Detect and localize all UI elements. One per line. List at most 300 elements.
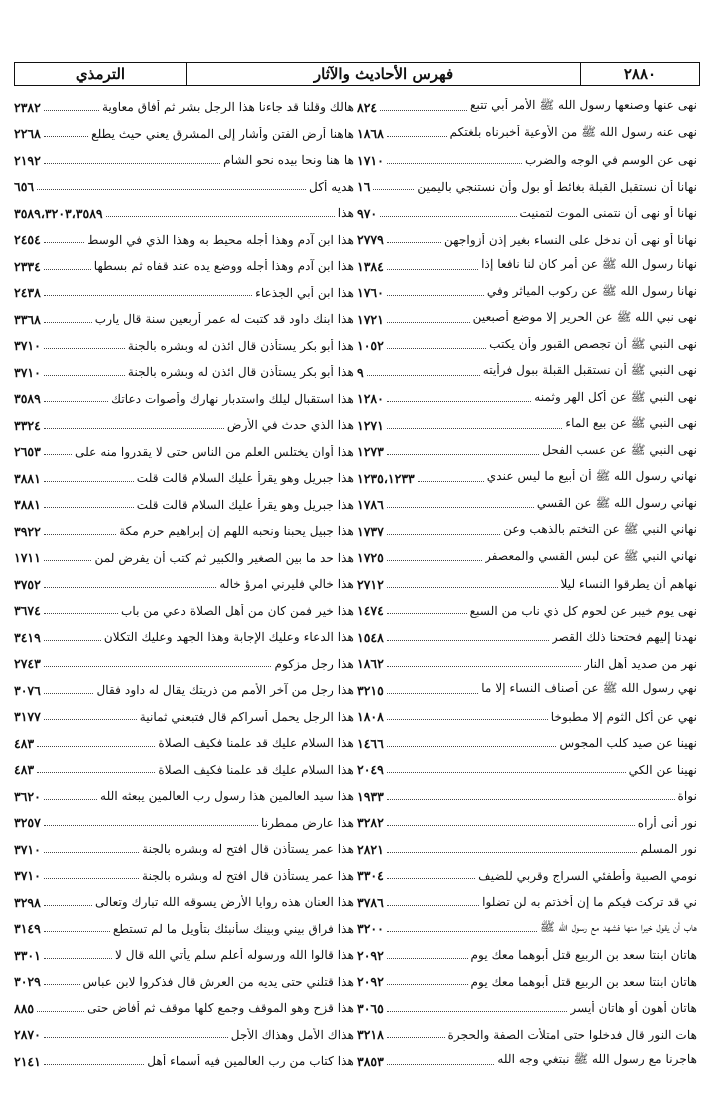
entry-text: نهاني النبي ﷺ عن لبس القسي والمعصفر xyxy=(485,548,697,563)
index-entry xyxy=(357,651,697,678)
hadith-number: ٣٠٧٦ xyxy=(14,682,41,698)
entry-text: نهينا عن صيد كلب المجوس xyxy=(559,736,697,751)
right-column xyxy=(357,94,697,1102)
index-entry xyxy=(14,1048,354,1075)
index-entry xyxy=(357,571,697,598)
leader-dots xyxy=(106,216,335,217)
index-entry xyxy=(357,94,697,121)
leader-dots xyxy=(44,322,92,323)
leader-dots xyxy=(387,401,531,402)
entry-text: هاتان ابنتا سعد بن الربيع قتل أبوهما معك يوم xyxy=(470,974,697,989)
index-entry xyxy=(357,836,697,863)
index-entry xyxy=(14,359,354,386)
hadith-number: ١٧١١ xyxy=(14,550,41,566)
entry-text: نهاني النبي ﷺ عن التختم بالذهب وعن xyxy=(503,522,697,537)
hadith-number: ٣٥٨٩ xyxy=(14,391,41,407)
hadith-number: ١٨٦٢ xyxy=(357,656,384,672)
hadith-number: ٢٦٥٣ xyxy=(14,444,41,460)
hadith-number: ٣٧١٠ xyxy=(14,364,41,380)
index-entry xyxy=(14,121,354,148)
leader-dots xyxy=(44,269,91,270)
index-entry xyxy=(14,253,354,280)
leader-dots xyxy=(44,507,134,508)
index-entry xyxy=(14,916,354,943)
entry-text: هذا ابن أبي الجذعاء xyxy=(255,285,354,300)
entry-text: هاتان ابنتا سعد بن الربيع قتل أبوهما معك يوم xyxy=(470,948,697,963)
hadith-number: ٢٠٩٢ xyxy=(357,947,384,963)
leader-dots xyxy=(387,799,675,800)
hadith-number: ٣٧٨٦ xyxy=(357,894,384,910)
entry-text: هذا خالي فليرني امرؤ خاله xyxy=(219,577,354,592)
hadith-number: ١٧٢٥ xyxy=(357,550,384,566)
leader-dots xyxy=(387,136,447,137)
hadith-number: ١٧٦٠ xyxy=(357,285,384,301)
index-entry xyxy=(14,518,354,545)
leader-dots xyxy=(44,984,80,985)
page-number: ٢٨٨٠ xyxy=(623,65,657,83)
entry-text: نهى النبي ﷺ عن عسب الفحل xyxy=(542,442,697,457)
entry-text: نهر من صديد أهل النار xyxy=(584,656,697,671)
hadith-number: ٣٣٢٤ xyxy=(14,417,41,433)
index-entry xyxy=(14,651,354,678)
index-entry xyxy=(357,810,697,837)
leader-dots xyxy=(387,587,558,588)
hadith-number: ٣٨٨١ xyxy=(14,470,41,486)
hadith-number: ٢٠٩٢ xyxy=(357,974,384,990)
index-entry xyxy=(357,677,697,704)
index-entry xyxy=(357,121,697,148)
leader-dots xyxy=(44,163,220,164)
entry-text: هذا قتلني حتى يديه من العرش قال فذكروا لابن عباس xyxy=(82,974,354,989)
entry-text: هذا ابن آدم وهذا أجله ووضع يده عند قفاه ثم بسطها xyxy=(93,259,354,274)
hadith-number: ٣٣٠١ xyxy=(14,947,41,963)
hadith-number: ٣١٧٧ xyxy=(14,709,41,725)
entry-text: هذا أبو بكر يستأذن قال ائذن له وبشره بالجنة xyxy=(127,365,354,380)
entry-text: نهانا أو نهى أن ندخل على النساء بغير إذن أزواجهن xyxy=(444,232,697,247)
entry-text: نهاهم أن يطرقوا النساء ليلا xyxy=(560,577,697,592)
hadith-number: ٢٨٢١ xyxy=(357,841,384,857)
index-entry xyxy=(14,306,354,333)
entry-text: ني قد تركت فيكم ما إن أخذتم به لن تضلوا xyxy=(482,895,697,910)
entry-text: هذا xyxy=(337,206,354,221)
index-entry xyxy=(14,810,354,837)
index-entry xyxy=(357,306,697,333)
leader-dots xyxy=(387,1011,568,1012)
leader-dots xyxy=(44,375,125,376)
index-entry xyxy=(357,1022,697,1049)
index-entry xyxy=(357,200,697,227)
hadith-number: ٢٧١٢ xyxy=(357,576,384,592)
hadith-number: ١٤٧٤ xyxy=(357,603,384,619)
leader-dots xyxy=(387,984,468,985)
leader-dots xyxy=(44,295,252,296)
index-entry xyxy=(14,386,354,413)
entry-text: هذاك الأمل وهذاك الأجل xyxy=(230,1027,354,1042)
hadith-number: ١٢٧٣ xyxy=(357,444,384,460)
entry-text: هذا استقبال ليلك واستدبار نهارك وأصوات دعاتك xyxy=(111,391,354,406)
entry-text: نهى النبي ﷺ عن بيع الماء xyxy=(565,416,697,431)
index-entry xyxy=(357,253,697,280)
index-entry xyxy=(14,227,354,254)
entry-text: نواة xyxy=(677,789,697,804)
page-header xyxy=(14,62,700,86)
hadith-number: ٤٨٣ xyxy=(14,762,35,778)
entry-text: هات النور قال فدخلوا حتى امتلأت الصفة والحجرة xyxy=(447,1027,697,1042)
entry-text: نهى النبي ﷺ عن أكل الهر وثمنه xyxy=(534,389,697,404)
leader-dots xyxy=(44,587,216,588)
leader-dots xyxy=(44,110,99,111)
index-entry xyxy=(14,280,354,307)
index-entry xyxy=(14,969,354,996)
entry-text: هذا عارض ممطرنا xyxy=(261,815,354,830)
entry-text: هذا سيد العالمين هذا رسول رب العالمين يبعثه الله xyxy=(100,789,354,804)
entry-text: هذا جبيل يحبنا ونحبه اللهم إن إبراهيم حرم مكة xyxy=(119,524,354,539)
index-entry xyxy=(357,942,697,969)
index-entry xyxy=(357,227,697,254)
hadith-number: ٣٢٥٧ xyxy=(14,815,41,831)
hadith-number: ٣١٤٩ xyxy=(14,921,41,937)
entry-text: هذا قالوا الله ورسوله أعلم سلم يأتي الله قال لا xyxy=(114,948,354,963)
entry-text: هذا الرجل يحمل أسراكم قال فتبعني ثمانية xyxy=(139,709,354,724)
hadith-number: ٣٣٠٤ xyxy=(357,868,384,884)
hadith-number: ٢٧٧٩ xyxy=(357,232,384,248)
leader-dots xyxy=(44,481,134,482)
index-entry xyxy=(357,333,697,360)
entry-text: هذا جبريل وهو يقرأ عليك السلام قالت قلت xyxy=(136,471,354,486)
entry-text: هديه أكل xyxy=(308,179,354,194)
hadith-number: ٣٦٧٤ xyxy=(14,603,41,619)
hadith-number: ١٢٨٠ xyxy=(357,391,384,407)
hadith-number: ٣٣٦٨ xyxy=(14,311,41,327)
leader-dots xyxy=(387,507,534,508)
hadith-number: ١٥٤٨ xyxy=(357,629,384,645)
hadith-number: ٣٨٥٣ xyxy=(357,1053,384,1069)
index-entry xyxy=(14,1022,354,1049)
entry-text: نهانا رسول الله ﷺ عن ركوب المياثر وفي xyxy=(486,283,697,298)
entry-text: هذا عمر يستأذن قال افتح له وبشره بالجنة xyxy=(142,868,354,883)
leader-dots xyxy=(44,719,137,720)
index-entry xyxy=(357,545,697,572)
hadith-number: ١٧١٠ xyxy=(357,152,384,168)
hadith-number: ٣٧١٠ xyxy=(14,338,41,354)
entry-text: هذا ابنك داود قد كتبت له عمر أربعين سنة قال يارب xyxy=(94,312,354,327)
index-entry xyxy=(14,571,354,598)
index-entry xyxy=(14,147,354,174)
leader-dots xyxy=(37,1011,84,1012)
hadith-number: ٢١٩٢ xyxy=(14,152,41,168)
entry-text: هذا العنان هذه روايا الأرض يسوقه الله تبارك وتعالى xyxy=(95,895,354,910)
hadith-number: ٣٢٠٠ xyxy=(357,921,384,937)
leader-dots xyxy=(373,189,414,190)
leader-dots xyxy=(387,454,539,455)
entry-text: نور المسلم xyxy=(640,842,697,857)
leader-dots xyxy=(387,958,468,959)
index-entry xyxy=(14,545,354,572)
leader-dots xyxy=(387,931,537,932)
index-entry xyxy=(357,412,697,439)
leader-dots xyxy=(44,534,116,535)
index-entry xyxy=(14,465,354,492)
entry-text: هاتان أهون أو هاتان أيسر xyxy=(570,1001,697,1016)
entry-text: هذا الذي حدث في الأرض xyxy=(226,418,354,433)
leader-dots xyxy=(44,1037,228,1038)
entry-text: نهاني رسول الله ﷺ أن أبيع ما ليس عندي xyxy=(486,469,697,484)
entry-text: هذا السلام عليك قد علمنا فكيف الصلاة xyxy=(158,762,354,777)
index-entry xyxy=(14,624,354,651)
index-entry xyxy=(14,783,354,810)
leader-dots xyxy=(44,666,272,667)
leader-dots xyxy=(44,958,112,959)
index-entry xyxy=(14,439,354,466)
book-name: الترمذي xyxy=(15,63,187,85)
leader-dots xyxy=(418,481,484,482)
entry-text: هذا أوان يختلس العلم من الناس حتى لا يقدروا منه على xyxy=(74,444,354,459)
entry-text: هذا ابن آدم وهذا أجله محيط به وهذا الذي في الوسط xyxy=(87,232,354,247)
index-entry xyxy=(357,439,697,466)
entry-text: نهى عنه رسول الله ﷺ من الأوعية أخبرناه بلغتكم xyxy=(449,124,697,139)
hadith-number: ٢٠٤٩ xyxy=(357,762,384,778)
hadith-number: ٣٢٩٨ xyxy=(14,894,41,910)
leader-dots xyxy=(44,613,118,614)
leader-dots xyxy=(387,825,635,826)
entry-text: نهدنا إليهم فحتحنا ذلك القصر xyxy=(551,630,697,645)
leader-dots xyxy=(387,428,563,429)
entry-text: هاب أن يقول خيرا منها فشهد مع رسول الله ﷺ xyxy=(540,919,697,934)
index-entry xyxy=(357,863,697,890)
hadith-number: ٣٢٨٢ xyxy=(357,815,384,831)
hadith-number: ٣٠٦٥ xyxy=(357,1000,384,1016)
index-entry xyxy=(357,598,697,625)
hadith-number: ٩ xyxy=(357,364,364,380)
index-entry xyxy=(14,757,354,784)
index-entry xyxy=(14,730,354,757)
leader-dots xyxy=(387,666,581,667)
entry-text: هذا الدعاء وعليك الإجابة وهذا الجهد وعليك التكلان xyxy=(103,630,354,645)
index-entry xyxy=(357,783,697,810)
leader-dots xyxy=(44,454,72,455)
index-entry xyxy=(357,969,697,996)
index-entry xyxy=(357,386,697,413)
entry-text: نهي رسول الله ﷺ عن أصناف النساء إلا ما xyxy=(481,681,697,696)
leader-dots xyxy=(44,852,139,853)
leader-dots xyxy=(44,428,224,429)
entry-text: هالك وقلنا قد جاءنا هذا الرجل بشر ثم أفاق معاوية xyxy=(101,100,354,115)
hadith-number: ١٨٦٨ xyxy=(357,126,384,142)
entry-text: هذا جبريل وهو يقرأ عليك السلام قالت قلت xyxy=(136,497,354,512)
leader-dots xyxy=(387,295,484,296)
hadith-number: ٢٧٤٣ xyxy=(14,656,41,672)
hadith-number: ٢٤٣٨ xyxy=(14,285,41,301)
leader-dots xyxy=(387,560,482,561)
index-entry xyxy=(14,942,354,969)
leader-dots xyxy=(387,242,441,243)
hadith-number: ٤٨٣ xyxy=(14,735,35,751)
entry-text: نهى النبي ﷺ أن تجصص القبور وأن يكتب xyxy=(489,336,697,351)
left-column xyxy=(14,94,354,1102)
index-entry xyxy=(14,863,354,890)
hadith-number: ١٣٨٤ xyxy=(357,258,384,274)
entry-text: نهينا عن الكي xyxy=(628,762,697,777)
leader-dots xyxy=(387,613,467,614)
hadith-number: ٢١٤١ xyxy=(14,1053,41,1069)
leader-dots xyxy=(44,825,258,826)
index-entry xyxy=(14,598,354,625)
leader-dots xyxy=(44,878,139,879)
leader-dots xyxy=(37,189,306,190)
leader-dots xyxy=(44,640,101,641)
hadith-number: ١٠٥٢ xyxy=(357,338,384,354)
hadith-number: ٣٠٢٩ xyxy=(14,974,41,990)
hadith-number: ٢٣٨٢ xyxy=(14,99,41,115)
entry-text: هذا حد ما بين الصغير والكبير ثم كتب أن يفرض لمن xyxy=(94,550,354,565)
entry-text: نهاني رسول الله ﷺ عن القسي xyxy=(536,495,697,510)
leader-dots xyxy=(380,110,467,111)
entry-text: نهى عن الوسم في الوجه والضرب xyxy=(524,153,697,168)
leader-dots xyxy=(387,719,548,720)
entry-text: هذا أبو بكر يستأذن قال ائذن له وبشره بالجنة xyxy=(127,338,354,353)
hadith-number: ٣٧٥٢ xyxy=(14,576,41,592)
entry-text: ها هنا ونحا بيده نحو الشام xyxy=(223,153,354,168)
hadith-number: ٣٥٨٩،٣٢٠٣،٣٥٨٩ xyxy=(14,205,103,221)
entry-text: هذا رجل من آخر الأمم من ذريتك يقال له داود فقال xyxy=(96,683,354,698)
index-entry xyxy=(14,492,354,519)
index-entry xyxy=(14,174,354,201)
hadith-number: ٣٦٢٠ xyxy=(14,788,41,804)
leader-dots xyxy=(44,905,92,906)
leader-dots xyxy=(387,322,470,323)
hadith-number: ١٧٨٦ xyxy=(357,497,384,513)
entry-text: هذا عمر يستأذن قال افتح له وبشره بالجنة xyxy=(142,842,354,857)
index-entry xyxy=(357,174,697,201)
leader-dots xyxy=(387,1064,494,1065)
hadith-number: ١٧٣٧ xyxy=(357,523,384,539)
index-entry xyxy=(14,889,354,916)
index-entry xyxy=(357,916,697,943)
entry-text: هاهنا أرض الفتن وأشار إلى المشرق يعني حيث يطلع xyxy=(91,126,354,141)
entry-text: نهانا أو نهى أن نتمنى الموت لتمنيت xyxy=(519,206,697,221)
hadith-number: ٣٩٢٢ xyxy=(14,523,41,539)
hadith-number: ٣٧١٠ xyxy=(14,868,41,884)
hadith-number: ٣٢١٥ xyxy=(357,682,384,698)
hadith-number: ١٩٣٣ xyxy=(357,788,384,804)
entry-text: نومي الصبية وأطفئي السراج وقربي للضيف xyxy=(478,868,697,883)
leader-dots xyxy=(37,746,155,747)
leader-dots xyxy=(387,905,479,906)
entry-text: هذا كتاب من رب العالمين فيه أسماء أهل xyxy=(147,1054,354,1069)
entry-text: هذا خير فمن كان من أهل الصلاة دعي من باب xyxy=(120,603,354,618)
hadith-number: ٣٤١٩ xyxy=(14,629,41,645)
hadith-number: ٣٧١٠ xyxy=(14,841,41,857)
hadith-number: ٦٥٦ xyxy=(14,179,35,195)
entry-text: هذا فراق بيني وبينك سأنبئك بتأويل ما لم تستطع xyxy=(112,921,354,936)
index-entry xyxy=(14,412,354,439)
index-entry xyxy=(14,333,354,360)
index-entry xyxy=(357,147,697,174)
leader-dots xyxy=(44,242,84,243)
leader-dots xyxy=(44,799,97,800)
hadith-number: ١٦ xyxy=(357,179,371,195)
entry-text: نهي عن أكل الثوم إلا مطبوخا xyxy=(550,709,697,724)
leader-dots xyxy=(387,1037,445,1038)
leader-dots xyxy=(380,216,516,217)
hadith-number: ٢٨٧٠ xyxy=(14,1027,41,1043)
hadith-number: ٢٢٦٨ xyxy=(14,126,41,142)
entry-text: هذا رجل مزكوم xyxy=(274,656,354,671)
index-entry xyxy=(14,836,354,863)
index-entry xyxy=(357,465,697,492)
hadith-number: ٢٤٥٤ xyxy=(14,232,41,248)
leader-dots xyxy=(367,375,480,376)
hadith-number: ١٧٢١ xyxy=(357,311,384,327)
hadith-number: ١٤٦٦ xyxy=(357,735,384,751)
index-title: فهرس الأحاديث والآثار xyxy=(187,63,581,85)
index-entry xyxy=(357,1048,697,1075)
hadith-number: ٨٨٥ xyxy=(14,1000,35,1016)
hadith-number: ٣٨٨١ xyxy=(14,497,41,513)
leader-dots xyxy=(387,772,626,773)
leader-dots xyxy=(44,348,125,349)
index-entry xyxy=(357,518,697,545)
index-entry xyxy=(357,995,697,1022)
hadith-number: ١٢٣٥،١٢٣٣ xyxy=(357,470,415,486)
entry-text: هذا السلام عليك قد علمنا فكيف الصلاة xyxy=(158,736,354,751)
entry-text: نهانا أن نستقبل القبلة بغائط أو بول وأن نستنجي باليمين xyxy=(417,179,697,194)
leader-dots xyxy=(387,163,522,164)
leader-dots xyxy=(387,640,549,641)
hadith-number: ١٢٧١ xyxy=(357,417,384,433)
index-entry xyxy=(357,704,697,731)
leader-dots xyxy=(387,746,557,747)
leader-dots xyxy=(44,931,110,932)
leader-dots xyxy=(387,348,486,349)
hadith-number: ٨٢٤ xyxy=(357,99,378,115)
hadith-number: ١٨٠٨ xyxy=(357,709,384,725)
entry-text: نهانا رسول الله ﷺ عن أمر كان لنا نافعا إذا xyxy=(481,257,697,272)
index-entry xyxy=(14,94,354,121)
index-entry xyxy=(14,200,354,227)
index-entry xyxy=(357,492,697,519)
leader-dots xyxy=(387,693,478,694)
entry-text: نهى النبي ﷺ أن نستقبل القبلة ببول فرأيته xyxy=(482,363,697,378)
entry-text: نور أنى أراه xyxy=(637,815,697,830)
hadith-number: ٩٧٠ xyxy=(357,205,378,221)
index-entry xyxy=(357,889,697,916)
index-entry xyxy=(357,624,697,651)
index-entry xyxy=(14,704,354,731)
index-entry xyxy=(14,995,354,1022)
entry-text: هاجرنا مع رسول الله ﷺ نبتغي وجه الله xyxy=(497,1052,697,1067)
entry-text: نهى يوم خيبر عن لحوم كل ذي ناب من السبع xyxy=(469,603,697,618)
entry-text: هذا قزح وهو الموقف وجمع كلها موقف ثم أفاض حتى xyxy=(87,1001,354,1016)
entry-text: نهى عنها وصنعها رسول الله ﷺ الأمر أبي تتبع xyxy=(470,98,697,113)
leader-dots xyxy=(387,534,500,535)
index-entry xyxy=(357,730,697,757)
leader-dots xyxy=(44,1064,144,1065)
hadith-number: ٢٣٣٤ xyxy=(14,258,41,274)
index-entry xyxy=(14,677,354,704)
leader-dots xyxy=(387,878,475,879)
hadith-number: ٣٢١٨ xyxy=(357,1027,384,1043)
leader-dots xyxy=(387,269,478,270)
leader-dots xyxy=(44,560,92,561)
leader-dots xyxy=(37,772,155,773)
leader-dots xyxy=(387,852,638,853)
entry-text: نهى نبي الله ﷺ عن الحرير إلا موضع أصبعين xyxy=(472,310,697,325)
index-entry xyxy=(357,359,697,386)
index-entry xyxy=(357,280,697,307)
leader-dots xyxy=(44,693,94,694)
index-entry xyxy=(357,757,697,784)
